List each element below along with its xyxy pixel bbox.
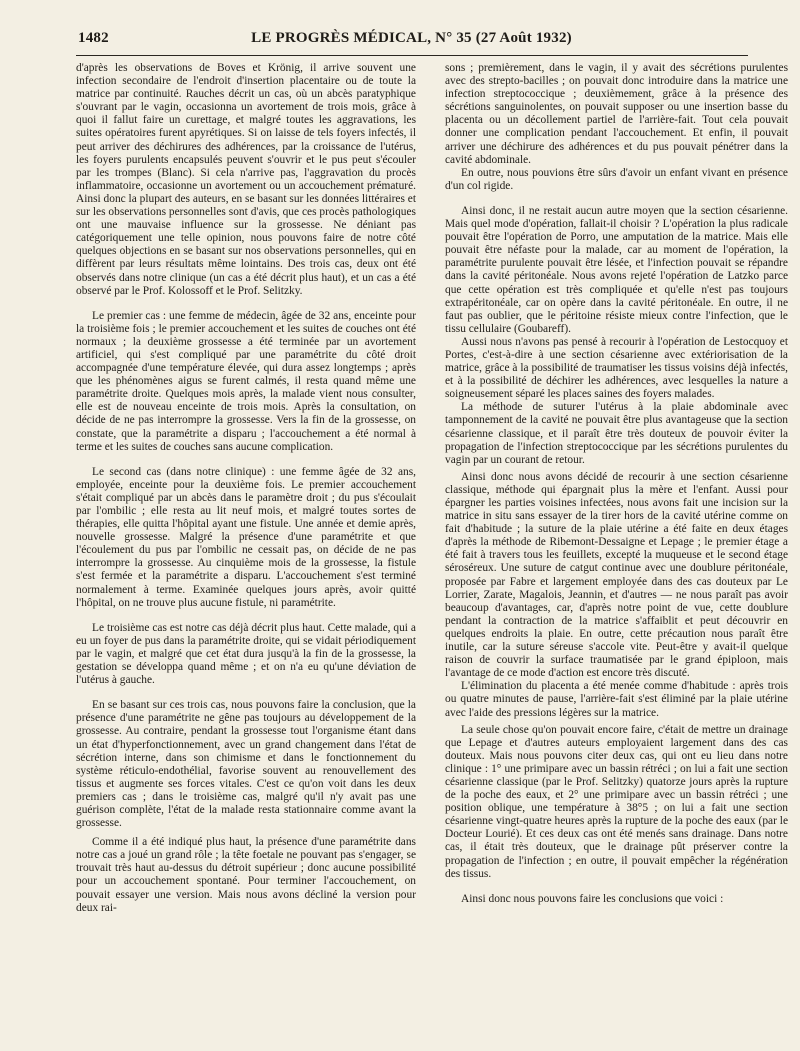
- paragraph: La méthode de suturer l'utérus à la plaie abdominale avec tamponnement de la cavité ne pouvait être plus avantageuse que la section césarienne classique, et il paraît être très douteux de pouvoir éviter la propagation de l'infection streptococcique par les sécrétions purulentes du vagin par un courant de retour.: [445, 401, 788, 466]
- paragraph: Aussi nous n'avons pas pensé à recourir à l'opération de Lestocquoy et Portes, c'est-à-dire à une section césarienne avec extériorisation de la matrice, grâce à la possibilité de traumatiser les tissus voisins déjà infectés, et à la possibilité de déchirer les adhérences, avec lesquelles la nature a soigneusement séparé les places saines des foyers malades.: [445, 335, 788, 401]
- paragraph: sons ; premièrement, dans le vagin, il y avait des sécrétions purulentes avec des strepto-bacilles ; on pouvait donc introduire dans la matrice une infection streptococcique ; deuxièmement, grâce à la présence des sécrétions sanguinolentes, on pouvait supposer ou une insertion basse du placenta ou un décollement partiel de l'arrière-fait. Tout cela pouvait donner une complication pendant l'accouchement. Et enfin, il pouvait arriver une déchirure des adhérences et du pus pouvait pénétrer dans la cavité abdominale.: [445, 62, 788, 166]
- paragraph: En outre, nous pouvions être sûrs d'avoir un enfant vivant en présence d'un col rigide.: [445, 166, 788, 192]
- page-number: 1482: [78, 30, 109, 46]
- paragraph: Comme il a été indiqué plus haut, la présence d'une paramétrite dans notre cas a joué un grand rôle ; la tête foetale ne pouvant pas s'engager, se trouvait très haut au-dessus du détroit supérieur ; donc aucune possibilité pour un accouchement spontané. Pour terminer l'accouchement, on pouvait essayer une version. Mais nous avons décliné la version pour deux rai-: [76, 836, 416, 914]
- paragraph: Ainsi donc, il ne restait aucun autre moyen que la section césarienne. Mais quel mode d'opération, fallait-il choisir ? L'opération la plus radicale pouvait être l'opération de Porro, une amputation de la matrice. Mais elle pouvait être néfaste pour la malade, car au moment de l'opération, la paramétrite purulente pouvait être lésée, et l'infection pouvait se répandre dans la cavité péritonéale. Nous avons rejeté l'opération de Latzko parce que cette opération est très compliquée et qu'elle n'est pas toujours extrapéritonéale, car on opère dans la cavité péritonéale. En outre, il ne faut pas oublier, que le péritoine résiste mieux contre l'infection, que le tissu cellulaire (Goubareff).: [445, 204, 788, 335]
- paragraph: d'après les observations de Boves et Krönig, il arrive souvent une infection secondaire de l'endroit d'insertion placentaire ou de toute la matrice par continuité. Rauches décrit un cas, où un abcès paratyphique s'ouvrant par le vagin, occasionna un avortement de trois mois, grâce à quoi il fallut faire un curettage, et malgré toutes les aggravations, les suites opératoires furent apyrétiques. Si on laisse de tels foyers infectés, il peut arriver des déchirures des adhérences, par la croissance de l'utérus, les foyers purulents encapsulés peuvent s'ouvrir et le pus peut s'écouler par les trompes (Blanc). Si cela n'arrive pas, l'aggravation du procès inflammatoire, occasionne un avortement ou un accouchement prématuré. Ainsi donc la plupart des auteurs, en se basant sur les données littéraires et sur les observations personnelles sont d'avis, que ces procès pathologiques ont une mauvaise influence sur la grossesse. Ne déniant pas catégoriquement une telle opinion, nous pouvons faire de notre côté quelques objections en se basant sur nos observations personnelles, qui en diffèrent par leurs résultats même lointains. Des trois cas, deux ont été observés dans notre clinique (un cas a été décrit plus haut), et un cas a été observé par le Prof. Kolossoff et le Prof. Selitzky.: [76, 62, 416, 297]
- paragraph: Ainsi donc nous pouvons faire les conclusions que voici :: [461, 892, 724, 905]
- header-rule: [76, 55, 748, 56]
- right-column: [445, 62, 788, 906]
- paragraph: Le second cas (dans notre clinique) : une femme âgée de 32 ans, employée, enceinte pour la deuxième fois. Le premier accouchement s'était compliqué par un abcès dans le paramètre droit ; du pus s'écoulait par l'ombilic ; elle resta au lit neuf mois, et malgré toutes sortes de thérapies, elle quitta l'hôpital ayant une fistule. Une année et demie après, nouvelle grossesse. Malgré la présence d'une paramétrite et que l'écoulement du pus par l'ombilic ne cessait pas, on décide de ne pas interrompre la grossesse. Au cinquième mois de la grossesse, la fistule s'est fermée et la paramétrite a disparu. L'accouchement s'est terminé normalement à terme. Examinée quelques jours après, avoir quitté l'hôpital, on ne trouve plus aucune fistule, ni paramétrite.: [76, 465, 416, 609]
- paragraph: Le troisième cas est notre cas déjà décrit plus haut. Cette malade, qui a eu un foyer de pus dans la paramétrite droite, qui se vidait périodiquement par le vagin, et malgré que cet état dura jusqu'à la fin de la grossesse, la gestation se développa quand même ; et on n'a eu qu'une déviation de l'utérus à gauche.: [76, 621, 416, 687]
- paragraph: Ainsi donc nous avons décidé de recourir à une section césarienne classique, méthode qui épargnait plus la mère et l'enfant. Aussi pour épargner les parties voisines infectées, nous avons fait une incision sur la matrice in situ sans essayer de la tirer hors de la cavité utérine comme on fait d'habitude ; la suture de la plaie utérine a été faite en deux étages d'après la méthode de Ribemont-Dessaigne et Lepage ; le premier étage a été fait à travers tous les feuillets, excepté la muqueuse et le second étage séroséreux. Une suture de catgut continue avec une doublure péritonéale, proposée par Fabre et largement employée dans des cas douteux par Le Lorrier, Zarate, Magalois, Jeannin, et d'autres — ne nous paraît pas avoir beaucoup d'avantages, car, d'après notre point de vue, cette doublure pendant la contraction de la matrice s'affaiblit et peut découvrir en quelques endroits la plaie. En outre, cette précaution nous paraît être inutile, car la suture séreuse s'accole vite. Peut-être y avait-il quelque raison de couvrir la surface traumatisée par le grand épiploon, mais l'avantage de ce mode d'action est encore très discuté.: [445, 470, 788, 680]
- paragraph: L'élimination du placenta a été menée comme d'habitude : après trois ou quatre minutes de pause, l'arrière-fait s'est éliminé par la plaie utérine avec l'aide des pressions légères sur la matrice.: [445, 680, 788, 719]
- paragraph: Le premier cas : une femme de médecin, âgée de 32 ans, enceinte pour la troisième fois ; le premier accouchement et les suites de couches ont été normaux ; la deuxième grossesse a été terminée par un avortement artificiel, qui s'est compliqué par une paramétrite du côté droit accompagnée d'une température élevée, qui dura assez longtemps ; après que les phénomènes aigus se furent calmés, il resta quand même une paramétrite droite. Quelques mois après, la malade vient nous consulter, elle est de nouveau enceinte de trois mois. Après la consultation, on décide de ne pas interrompre la grossesse. Vers la fin de la grossesse, on constate, que la paramétrite a disparu ; l'accouchement a été normal à terme et les suites de couches sans aucune complication.: [76, 309, 416, 453]
- paragraph: En se basant sur ces trois cas, nous pouvons faire la conclusion, que la présence d'une paramétrite ne gêne pas toujours au développement de la grossesse. Au contraire, pendant la grossesse tout l'organisme étant dans un état d'hyperfonctionnement, avec un grand changement dans l'état de sécrétion interne, dans son chimisme et dans le fonctionnement du système réticulo-endothélial, favorise souvent au renouvellement des tissus et augmente ses forces vitales. C'est ce qu'on voit dans les deux premiers cas ; dans le troisième cas, malgré qu'il n'y avait pas une guérison complète, l'état de la malade resta stationnaire comme avant la grossesse.: [76, 699, 416, 830]
- running-head: LE PROGRÈS MÉDICAL, N° 35 (27 Août 1932): [251, 30, 572, 46]
- paragraph: La seule chose qu'on pouvait encore faire, c'était de mettre un drainage que Lepage et d'autres auteurs employaient largement dans des cas douteux. Mais nous pouvons citer deux cas, qui ont eu lieu dans notre clinique : 1° une primipare avec un bassin rétréci ; on lui a fait une section césarienne classique (par le Prof. Selitzky) quatorze jours après la rupture de la poche des eaux, et 2° une primipare avec un bassin rétréci ; une position oblique, une température à 38°5 ; on lui a fait une section césarienne vingt-quatre heures après la rupture de la poche des eaux (par le Docteur Lourié). Et ces deux cas ont été menés sans drainage. Dans notre cas, il était très douteux, que le drainage pût préserver contre la propagation de l'infection ; en outre, il pouvait empêcher la régénération des tissus.: [445, 723, 788, 880]
- page-header: [78, 30, 745, 50]
- left-column: [76, 62, 416, 915]
